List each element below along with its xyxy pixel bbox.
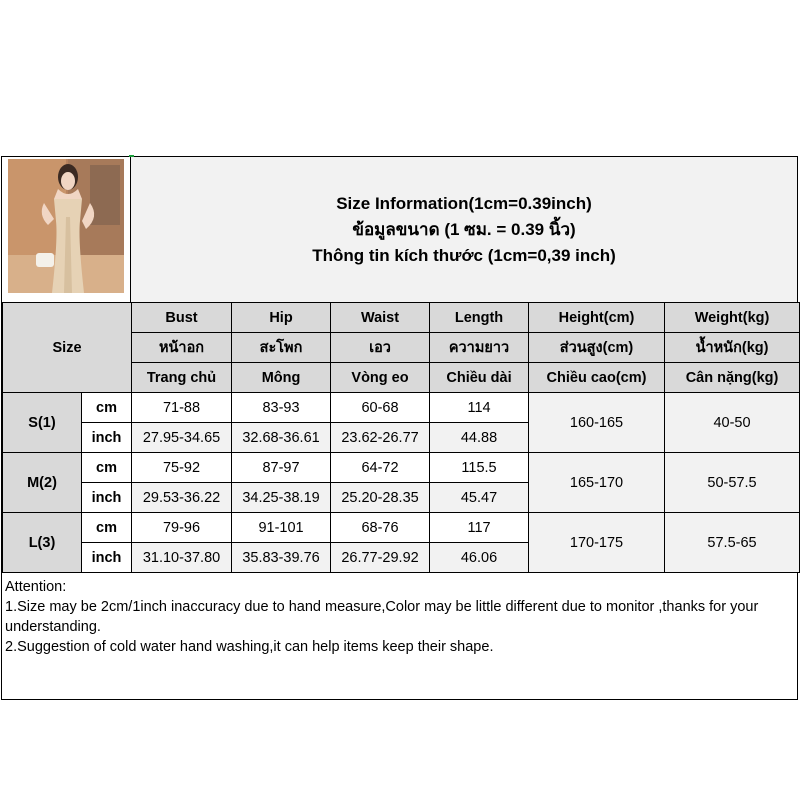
bust-inch: 29.53-36.22 <box>132 483 232 513</box>
col-header-weight-thai: น้ำหนัก(kg) <box>665 333 800 363</box>
weight-range: 40-50 <box>665 393 800 453</box>
col-header-waist-thai: เอว <box>331 333 430 363</box>
col-header-bust: Bust <box>132 303 232 333</box>
hip-inch: 34.25-38.19 <box>232 483 331 513</box>
col-header-length: Length <box>430 303 529 333</box>
waist-cm: 64-72 <box>331 453 430 483</box>
col-header-bust-thai: หน้าอก <box>132 333 232 363</box>
col-header-waist: Waist <box>331 303 430 333</box>
col-header-length-vi: Chiều dài <box>430 363 529 393</box>
size-name-m: M(2) <box>3 453 82 513</box>
col-header-length-thai: ความยาว <box>430 333 529 363</box>
hip-cm: 87-97 <box>232 453 331 483</box>
bust-cm: 71-88 <box>132 393 232 423</box>
title-english: Size Information(1cm=0.39inch) <box>336 193 592 213</box>
length-inch: 44.88 <box>430 423 529 453</box>
waist-inch: 26.77-29.92 <box>331 543 430 573</box>
attention-heading: Attention: <box>5 579 67 595</box>
length-cm: 117 <box>430 513 529 543</box>
col-header-weight-vi: Cân nặng(kg) <box>665 363 800 393</box>
bust-cm: 75-92 <box>132 453 232 483</box>
hip-inch: 35.83-39.76 <box>232 543 331 573</box>
length-inch: 46.06 <box>430 543 529 573</box>
hip-inch: 32.68-36.61 <box>232 423 331 453</box>
weight-range: 57.5-65 <box>665 513 800 573</box>
attention-note-1: 1.Size may be 2cm/1inch inaccuracy due to hand measure,Color may be little different due to monitor ,thanks for your understanding. <box>5 599 759 635</box>
table-row <box>3 513 800 543</box>
title-thai: ข้อมูลขนาด (1 ซม. = 0.39 นิ้ว) <box>352 219 576 239</box>
height-range: 165-170 <box>529 453 665 513</box>
height-range: 170-175 <box>529 513 665 573</box>
header-row-english <box>3 303 800 333</box>
title-vietnamese: Thông tin kích thước (1cm=0,39 inch) <box>312 245 616 265</box>
waist-inch: 23.62-26.77 <box>331 423 430 453</box>
attention-notes <box>5 577 795 657</box>
size-chart-sheet <box>1 156 798 700</box>
attention-note-2: 2.Suggestion of cold water hand washing,it can help items keep their shape. <box>5 639 494 655</box>
col-header-bust-vi: Trang chủ <box>132 363 232 393</box>
size-info-title-block <box>131 157 797 302</box>
hip-cm: 91-101 <box>232 513 331 543</box>
waist-cm: 68-76 <box>331 513 430 543</box>
bust-inch: 31.10-37.80 <box>132 543 232 573</box>
unit-inch: inch <box>82 423 132 453</box>
waist-cm: 60-68 <box>331 393 430 423</box>
length-cm: 114 <box>430 393 529 423</box>
table-row <box>3 393 800 423</box>
length-cm: 115.5 <box>430 453 529 483</box>
unit-inch: inch <box>82 483 132 513</box>
hip-cm: 83-93 <box>232 393 331 423</box>
product-photo-cell <box>2 157 131 302</box>
weight-range: 50-57.5 <box>665 453 800 513</box>
col-header-weight: Weight(kg) <box>665 303 800 333</box>
size-column-heading: Size <box>3 303 132 393</box>
col-header-height: Height(cm) <box>529 303 665 333</box>
unit-cm: cm <box>82 393 132 423</box>
unit-cm: cm <box>82 453 132 483</box>
col-header-hip-thai: สะโพก <box>232 333 331 363</box>
height-range: 160-165 <box>529 393 665 453</box>
unit-cm: cm <box>82 513 132 543</box>
col-header-height-vi: Chiều cao(cm) <box>529 363 665 393</box>
bust-cm: 79-96 <box>132 513 232 543</box>
unit-inch: inch <box>82 543 132 573</box>
col-header-hip-vi: Mông <box>232 363 331 393</box>
product-photo <box>8 159 124 293</box>
size-name-s: S(1) <box>3 393 82 453</box>
waist-inch: 25.20-28.35 <box>331 483 430 513</box>
col-header-hip: Hip <box>232 303 331 333</box>
size-table <box>2 302 800 573</box>
bust-inch: 27.95-34.65 <box>132 423 232 453</box>
size-name-l: L(3) <box>3 513 82 573</box>
col-header-height-thai: ส่วนสูง(cm) <box>529 333 665 363</box>
col-header-waist-vi: Vòng eo <box>331 363 430 393</box>
table-row <box>3 453 800 483</box>
length-inch: 45.47 <box>430 483 529 513</box>
